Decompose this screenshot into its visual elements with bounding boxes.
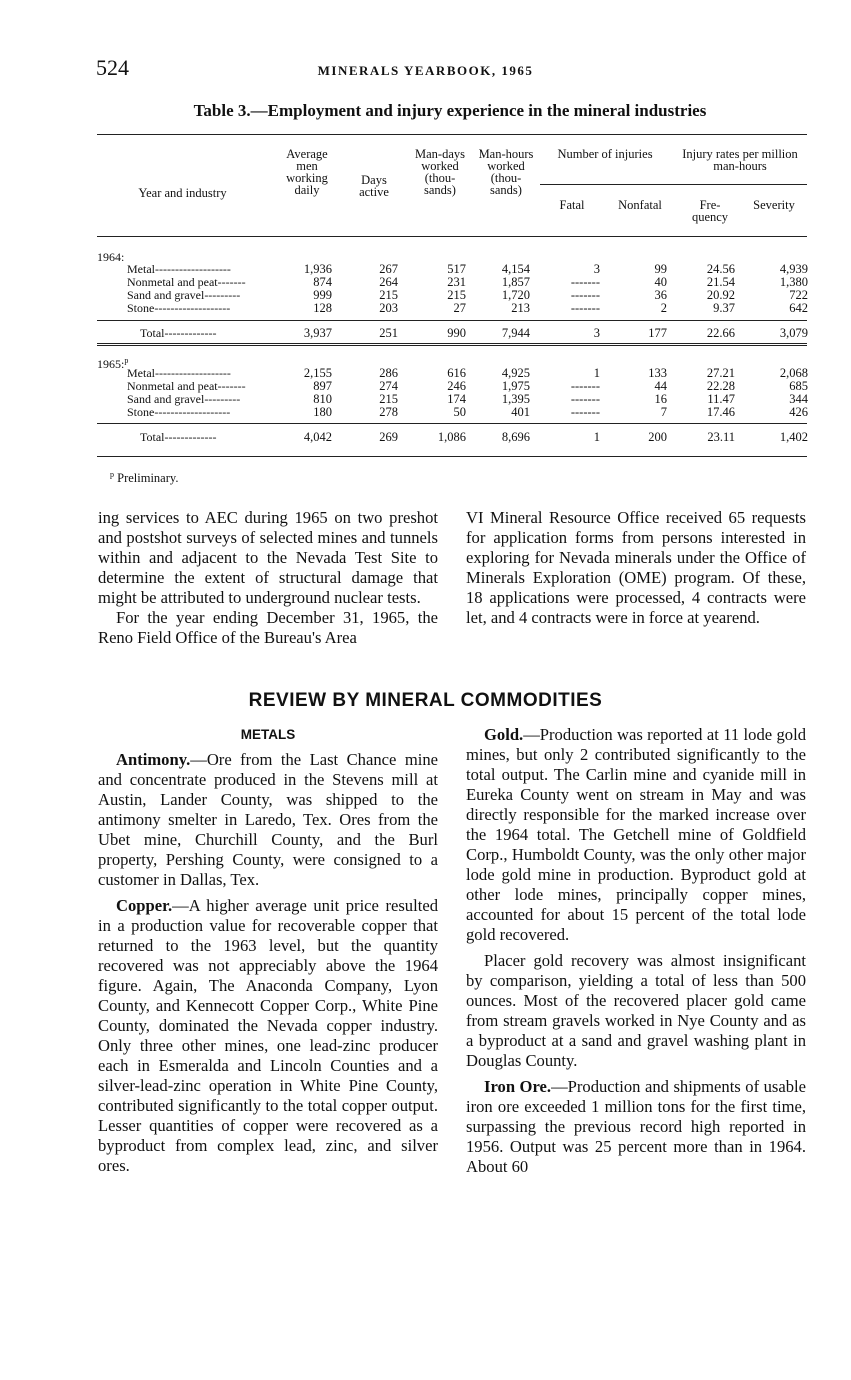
cell-men: 999: [313, 288, 332, 302]
cell-sev: 426: [789, 405, 808, 419]
group-separator-rule: [97, 343, 807, 346]
cell-freq: 21.54: [706, 275, 735, 289]
leader-dots: ---------: [204, 392, 241, 406]
cell-men: 810: [313, 392, 332, 406]
cell-fatal: 3: [593, 326, 600, 340]
cell-manhours: 1,975: [501, 379, 530, 393]
cell-nonfatal: 7: [660, 405, 667, 419]
cell-sev: 642: [789, 301, 808, 315]
leader-dots: -------------: [164, 326, 217, 340]
footnote-mark: p: [110, 470, 114, 479]
paragraph-antimony: Antimony.—Ore from the Last Chance mine and concentrate produced in the Stevens mill at Austin, Lander County, was shipped to the antimony smelter in Laredo, Tex. Ores from the Ubet mine, Churchill County, and the Burl property, Pershing County, were consigned to a customer in Dallas, Tex.: [98, 750, 438, 889]
cell-days: 215: [379, 288, 398, 302]
cell-men: 874: [313, 275, 332, 289]
leader-dots: -------------: [164, 430, 217, 444]
cell-days: 251: [379, 326, 398, 340]
header-frequency: Fre-quency: [691, 198, 729, 224]
cell-fatal: -------: [570, 275, 600, 289]
leader-dots: -------------------: [155, 366, 231, 380]
cell-sev: 4,939: [779, 262, 808, 276]
subsection-heading: METALS: [240, 727, 296, 742]
cell-manhours: 4,925: [501, 366, 530, 380]
preliminary-mark: p: [124, 356, 129, 365]
header-nonfatal: Nonfatal: [618, 198, 662, 212]
cell-freq: 9.37: [713, 301, 735, 315]
table-top-rule: [97, 134, 807, 135]
cell-nonfatal: 44: [654, 379, 667, 393]
table-bottom-rule: [97, 456, 807, 457]
cell-freq: 11.47: [707, 392, 735, 406]
total-row-label: Total-------------: [140, 326, 217, 340]
cell-fatal: -------: [570, 379, 600, 393]
cell-men: 4,042: [303, 430, 332, 444]
cell-nonfatal: 177: [648, 326, 667, 340]
row-industry-label: Metal-------------------: [127, 366, 231, 380]
cell-days: 215: [379, 392, 398, 406]
cell-days: 267: [379, 262, 398, 276]
cell-manhours: 213: [511, 301, 530, 315]
cell-nonfatal: 99: [654, 262, 667, 276]
leader-dots: -------------------: [154, 405, 231, 419]
leader-dots: -------: [217, 379, 246, 393]
leader-dots: -------: [217, 275, 246, 289]
cell-mandays: 50: [453, 405, 466, 419]
cell-nonfatal: 133: [648, 366, 667, 380]
cell-mandays: 990: [447, 326, 466, 340]
cell-sev: 722: [789, 288, 808, 302]
total-row-label: Total-------------: [140, 430, 217, 444]
header-fatal: Fatal: [559, 198, 585, 212]
paragraph: VI Mineral Resource Office received 65 requests for application forms from persons interested in exploring for Nevada minerals under the Office of Minerals Exploration (OME) program. Of these, 18 applications were processed, 4 contracts were let, and 4 contracts were in force at yearend.: [466, 508, 806, 627]
cell-freq: 23.11: [707, 430, 735, 444]
header-average-men: Average men working daily: [286, 147, 328, 197]
paragraph-gold: Gold.—Production was reported at 11 lode gold mines, but only 2 contributed significantly to the total output. The Carlin mine and cyanide mill in Eureka County went on stream in May and was directly responsible for the marked increase over the 1964 total. The Getchell mine of Goldfield Corp., Humboldt County, was the only other major lode gold mine in production. Byproduct gold at other lode mines, principally copper mines, accounted for about 15 percent of the total lode gold recovered.: [466, 725, 806, 944]
header-number-of-injuries: Number of injuries: [557, 147, 653, 161]
paragraph: ing services to AEC during 1965 on two preshot and postshot surveys of selected mines and tunnels within and adjacent to the Nevada Test Site to determine the extent of structural damage that might be attributed to underground nuclear tests.: [98, 508, 438, 607]
cell-men: 180: [313, 405, 332, 419]
leader-dots: -------------------: [155, 262, 231, 276]
cell-days: 269: [379, 430, 398, 444]
row-industry-label: Sand and gravel---------: [127, 392, 241, 406]
cell-mandays: 246: [447, 379, 466, 393]
group-label-1964: 1964:: [97, 250, 125, 264]
cell-freq: 20.92: [706, 288, 735, 302]
cell-fatal: -------: [570, 405, 600, 419]
header-subrule: [540, 184, 807, 185]
cell-sev: 685: [789, 379, 808, 393]
cell-manhours: 8,696: [501, 430, 530, 444]
lower-left-column: [98, 750, 438, 1176]
group-label-1965: 1965:$^p$: [97, 356, 129, 371]
cell-freq: 17.46: [706, 405, 735, 419]
cell-nonfatal: 2: [660, 301, 667, 315]
cell-sev: 1,380: [779, 275, 808, 289]
cell-manhours: 1,395: [501, 392, 530, 406]
cell-freq: 24.56: [706, 262, 735, 276]
cell-men: 2,155: [303, 366, 332, 380]
table-title: Table 3.—Employment and injury experience in the mineral industries: [193, 101, 707, 120]
upper-right-column: [466, 508, 806, 628]
cell-freq: 27.21: [706, 366, 735, 380]
paragraph-copper: Copper.—A higher average unit price resulted in a production value for recoverable copper that returned to the 1963 level, but the quantity recovered was not appreciably above the 1964 figure. Again, The Anaconda Company, Lyon County, and Kennecott Copper Corp., White Pine County, dominated the Nevada copper industry. Only three other mines, one lead-zinc producer each in Esmeralda and Lincoln Counties and a silver-lead-zinc operation in White Pine County, contributed significantly to the total copper output. Lesser quantities of copper were recovered as a byproduct from complex lead, zinc, and silver ores.: [98, 896, 438, 1175]
cell-mandays: 517: [447, 262, 466, 276]
cell-mandays: 174: [447, 392, 466, 406]
header-days-active: Days active: [359, 173, 389, 199]
lower-right-column: [466, 725, 806, 1177]
cell-manhours: 401: [511, 405, 530, 419]
cell-manhours: 1,720: [501, 288, 530, 302]
cell-freq: 22.66: [706, 326, 735, 340]
cell-fatal: -------: [570, 288, 600, 302]
cell-freq: 22.28: [706, 379, 735, 393]
cell-fatal: 1: [593, 430, 600, 444]
cell-mandays: 27: [453, 301, 466, 315]
cell-days: 264: [379, 275, 398, 289]
row-industry-label: Stone-------------------: [127, 301, 231, 315]
cell-days: 286: [379, 366, 398, 380]
row-industry-label: Metal-------------------: [127, 262, 231, 276]
row-industry-label: Sand and gravel---------: [127, 288, 241, 302]
total-rule: [97, 320, 807, 321]
cell-days: 278: [379, 405, 398, 419]
cell-sev: 1,402: [779, 430, 808, 444]
cell-nonfatal: 40: [654, 275, 667, 289]
cell-nonfatal: 16: [654, 392, 667, 406]
cell-days: 274: [379, 379, 398, 393]
cell-manhours: 4,154: [501, 262, 530, 276]
running-head: MINERALS YEARBOOK, 1965: [317, 63, 534, 78]
paragraph-iron-ore: Iron Ore.—Production and shipments of usable iron ore exceeded 1 million tons for the first time, surpassing the previous record high reported in 1956. Output was 25 percent more than in 1964. About 60: [466, 1077, 807, 1176]
cell-sev: 2,068: [779, 366, 808, 380]
cell-nonfatal: 36: [654, 288, 667, 302]
cell-fatal: 3: [593, 262, 600, 276]
table-footnote: $^p$ Preliminary.: [110, 470, 179, 486]
header-injury-rates: Injury rates per million man-hours: [682, 147, 798, 173]
cell-men: 897: [313, 379, 332, 393]
cell-men: 1,936: [303, 262, 332, 276]
cell-mandays: 215: [447, 288, 466, 302]
cell-men: 3,937: [303, 326, 332, 340]
header-man-days: Man-days worked (thou-sands): [415, 147, 465, 197]
row-industry-label: Nonmetal and peat-------: [127, 379, 246, 393]
row-industry-label: Stone-------------------: [127, 405, 231, 419]
cell-manhours: 1,857: [501, 275, 530, 289]
upper-left-column: [98, 508, 438, 648]
row-industry-label: Nonmetal and peat-------: [127, 275, 246, 289]
cell-fatal: -------: [570, 301, 600, 315]
cell-mandays: 616: [447, 366, 466, 380]
leader-dots: ---------: [204, 288, 241, 302]
page-number: 524: [96, 55, 129, 80]
total-rule: [97, 423, 807, 424]
cell-days: 203: [379, 301, 398, 315]
header-year-industry: Year and industry: [138, 186, 227, 200]
leader-dots: -------------------: [154, 301, 231, 315]
header-severity: Severity: [753, 198, 795, 212]
paragraph: For the year ending December 31, 1965, the Reno Field Office of the Bureau's Area: [98, 608, 438, 647]
cell-mandays: 1,086: [437, 430, 466, 444]
cell-sev: 3,079: [779, 326, 808, 340]
paragraph-placer-gold: Placer gold recovery was almost insignificant by comparison, yielding a total of less than 500 ounces. Most of the recovered placer gold came from stream gravels worked in Nye County and as a byproduct at a sand and gravel washing plant in Douglas County.: [466, 951, 806, 1070]
cell-fatal: -------: [570, 392, 600, 406]
cell-fatal: 1: [593, 366, 600, 380]
section-heading: REVIEW BY MINERAL COMMODITIES: [248, 690, 603, 711]
cell-men: 128: [313, 301, 332, 315]
header-bottom-rule: [97, 236, 807, 237]
cell-sev: 344: [789, 392, 808, 406]
cell-nonfatal: 200: [648, 430, 667, 444]
header-man-hours: Man-hours worked (thou-sands): [478, 147, 534, 197]
cell-manhours: 7,944: [501, 326, 530, 340]
cell-mandays: 231: [447, 275, 466, 289]
